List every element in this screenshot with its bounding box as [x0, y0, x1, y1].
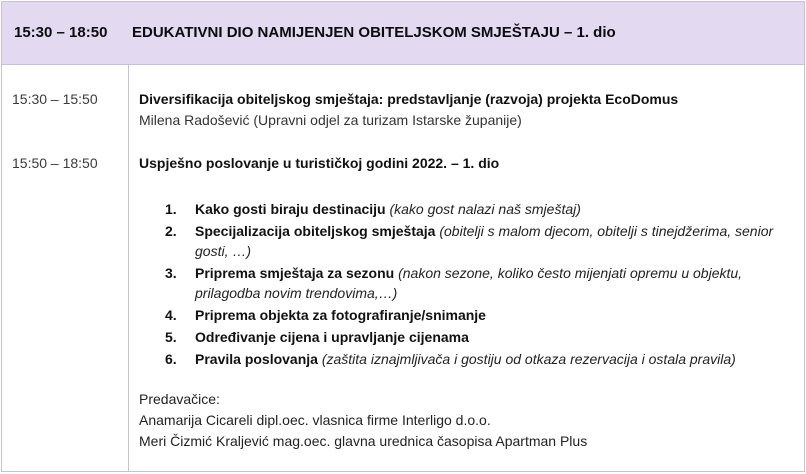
schedule-header — [2, 2, 804, 65]
agenda-item — [165, 349, 805, 369]
agenda-item — [165, 221, 805, 261]
agenda-item-number: 1. — [165, 201, 177, 217]
agenda-item-number: 2. — [165, 223, 177, 239]
agenda-item — [165, 263, 805, 303]
agenda-item-title: Specijalizacija obiteljskog smještaja — [195, 223, 436, 239]
agenda-item-number: 5. — [165, 329, 177, 345]
column-divider — [128, 65, 129, 471]
agenda-item — [165, 305, 805, 325]
agenda-list — [165, 199, 805, 371]
lecturer-name: Anamarija Cicareli dipl.oec. vlasnica firme Interligo d.o.o. — [139, 412, 491, 428]
agenda-item-title: Kako gosti biraju destinaciju — [195, 201, 386, 217]
lecturers-block — [139, 389, 587, 452]
agenda-item — [165, 199, 805, 219]
agenda-item-title: Priprema smještaja za sezonu — [195, 265, 395, 281]
agenda-item-note: (nakon sezone, koliko često mijenjati opremu u objektu, prilagodba novim trendovima,…) — [195, 265, 743, 301]
agenda-item — [165, 327, 805, 347]
session-2-title: Uspješno poslovanje u turističkoj godini 2022. – 1. dio — [139, 155, 500, 171]
session-1-title: Diversifikacija obiteljskog smještaja: predstavljanje (razvoja) projekta EcoDomus — [139, 91, 679, 107]
agenda-item-note: (zaštita iznajmljivača i gostiju od otkaza rezervacija i ostala pravila) — [321, 351, 736, 367]
agenda-item-note: (obitelji s malom djecom, obitelji s tinejdžerima, senior gosti, …) — [195, 223, 774, 259]
agenda-item-title: Određivanje cijena i upravljanje cijenama — [195, 329, 469, 345]
header-title: EDUKATIVNI DIO NAMIJENJEN OBITELJSKOM SMJEŠTAJU – 1. dio — [132, 24, 616, 41]
agenda-item-number: 4. — [165, 307, 177, 323]
schedule-table — [1, 1, 805, 472]
session-1-time: 15:30 – 15:50 — [12, 91, 98, 107]
agenda-item-number: 6. — [165, 351, 177, 367]
lecturer-name: Meri Čizmić Kraljević mag.oec. glavna urednica časopisa Apartman Plus — [139, 433, 588, 449]
agenda-item-title: Priprema objekta za fotografiranje/snimanje — [195, 307, 486, 323]
session-2-time: 15:50 – 18:50 — [12, 155, 98, 171]
agenda-item-number: 3. — [165, 265, 177, 281]
lecturers-label: Predavačice: — [139, 391, 220, 407]
session-1-speaker: Milena Radošević (Upravni odjel za turizam Istarske županije) — [139, 112, 522, 128]
agenda-item-title: Pravila poslovanja — [195, 351, 318, 367]
agenda-item-note: (kako gost nalazi naš smještaj) — [389, 201, 581, 217]
header-time: 15:30 – 18:50 — [14, 24, 108, 41]
